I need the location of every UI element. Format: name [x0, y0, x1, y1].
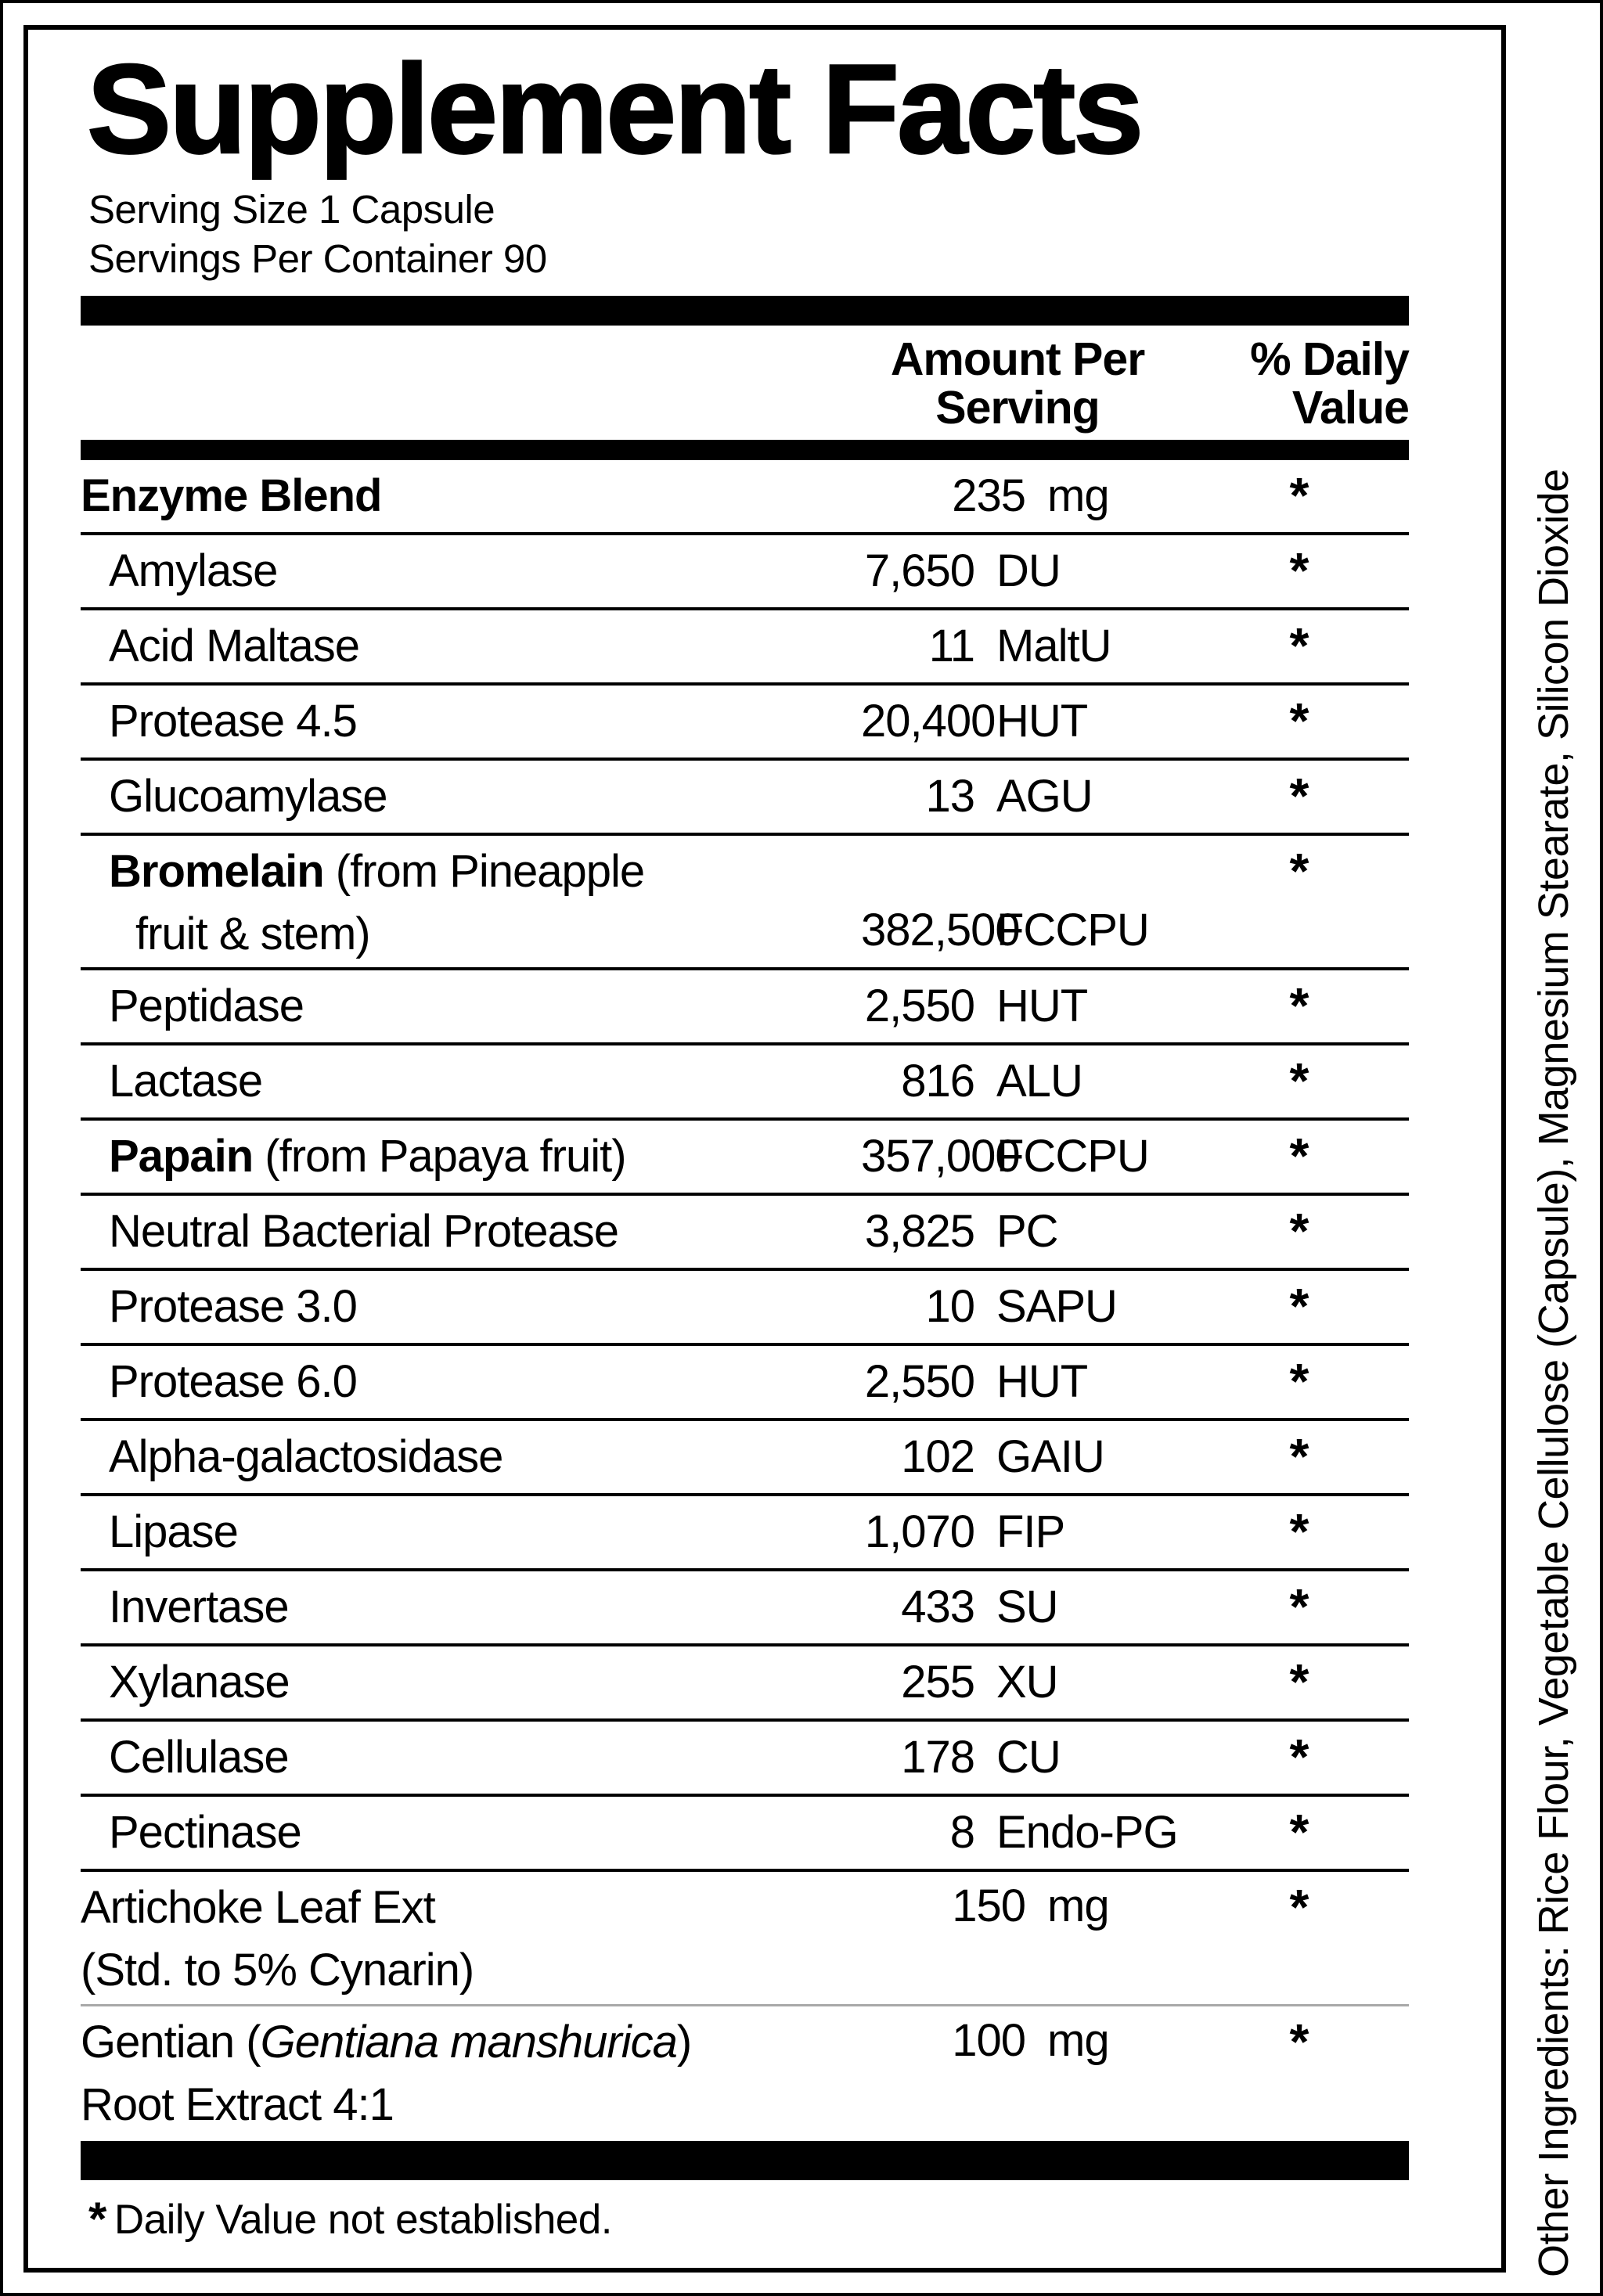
table-row — [81, 1797, 1409, 1872]
amount-per-serving-header: Amount Per Serving — [890, 333, 1145, 434]
amount-unit: mg — [1047, 1880, 1109, 1931]
amount-unit: DU — [996, 545, 1061, 597]
table-row — [81, 1722, 1409, 1797]
amount-value: 2,550 — [864, 1356, 974, 1408]
daily-value: * — [1289, 1427, 1309, 1484]
divider-bar-top — [81, 296, 1409, 326]
amount-unit: HUT — [996, 981, 1088, 1032]
daily-value: * — [1289, 1653, 1309, 1710]
amount-value: 10 — [925, 1281, 974, 1333]
panel-title: Supplement Facts — [87, 38, 1142, 180]
ingredient-name: Lipase — [109, 1506, 238, 1557]
amount-unit: mg — [1047, 2014, 1109, 2066]
ingredient-name: Cellulase — [109, 1731, 289, 1783]
ingredient-name-line2: (Std. to 5% Cynarin) — [81, 1944, 474, 1996]
supplement-facts-panel — [23, 25, 1506, 2273]
ingredient-name: Bromelain — [109, 845, 324, 897]
amount-unit: HUT — [996, 1356, 1088, 1408]
table-row — [81, 1571, 1409, 1646]
ingredient-name: Papain — [109, 1130, 254, 1182]
amount-value: 11 — [928, 621, 974, 672]
ingredient-name: Alpha-galactosidase — [109, 1431, 503, 1482]
daily-value: * — [1289, 1202, 1309, 1259]
table-row — [81, 836, 1409, 970]
amount-value: 20,400 — [861, 696, 996, 747]
daily-value: * — [1289, 842, 1309, 899]
amount-value: 150 — [952, 1880, 1025, 1931]
table-row — [81, 970, 1409, 1045]
ingredient-name-close: ) — [676, 2016, 692, 2067]
amount-unit: MaltU — [996, 621, 1111, 672]
ingredient-name: Gentian ( — [81, 2016, 261, 2067]
serving-info — [88, 185, 1409, 283]
daily-value: * — [1289, 2013, 1309, 2070]
daily-value: * — [1289, 617, 1309, 674]
table-row — [81, 1121, 1409, 1196]
daily-value: * — [1289, 692, 1309, 749]
ingredient-name: Peptidase — [109, 980, 304, 1031]
ingredient-name: Amylase — [109, 545, 278, 596]
amount-unit: CU — [996, 1732, 1061, 1783]
table-row — [81, 460, 1409, 535]
ingredient-name: Acid Maltase — [109, 620, 360, 671]
amount-unit: ALU — [996, 1056, 1082, 1107]
divider-bar-bottom — [81, 2141, 1409, 2180]
ingredient-name: Protease 3.0 — [109, 1280, 357, 1332]
ingredient-name-detail: (from Papaya fruit) — [253, 1130, 626, 1182]
daily-value: * — [1289, 1502, 1309, 1560]
percent-daily-value-header: % Daily Value — [1250, 333, 1409, 434]
column-headers — [81, 326, 1409, 440]
amount-value: 102 — [901, 1431, 974, 1483]
amount-unit: HUT — [996, 696, 1088, 747]
table-row — [81, 1346, 1409, 1421]
daily-value: * — [1289, 767, 1309, 824]
ingredient-name-detail: (from Pineapple — [323, 845, 645, 897]
amount-value: 13 — [925, 771, 974, 822]
daily-value: * — [1289, 542, 1309, 599]
amount-value: 255 — [901, 1657, 974, 1708]
amount-unit: Endo-PG — [996, 1807, 1178, 1859]
amount-value: 100 — [952, 2014, 1025, 2066]
servings-per-container: Servings Per Container 90 — [88, 236, 547, 281]
ingredient-botanical-name: Gentiana manshurica — [260, 2016, 677, 2067]
ingredient-table — [81, 460, 1409, 2141]
amount-value: 2,550 — [864, 981, 974, 1032]
daily-value: * — [1289, 1803, 1309, 1860]
amount-value: 433 — [901, 1582, 974, 1633]
asterisk-symbol: * — [88, 2192, 106, 2245]
ingredient-name: Invertase — [109, 1581, 289, 1632]
amount-value: 7,650 — [864, 545, 974, 597]
serving-size: Serving Size 1 Capsule — [88, 186, 495, 232]
footnote-text: Daily Value not established. — [113, 2196, 612, 2243]
table-row — [81, 1872, 1409, 2006]
table-row — [81, 1421, 1409, 1496]
daily-value: * — [1289, 1052, 1309, 1109]
ingredient-name-line2: Root Extract 4:1 — [81, 2078, 394, 2130]
amount-unit: AGU — [996, 771, 1093, 822]
daily-value: * — [1289, 466, 1309, 524]
daily-value: * — [1289, 1728, 1309, 1785]
divider-bar-header — [81, 440, 1409, 460]
table-row — [81, 1496, 1409, 1571]
ingredient-name-line2: fruit & stem) — [135, 908, 370, 959]
amount-value: 816 — [901, 1056, 974, 1107]
amount-value: 1,070 — [864, 1506, 974, 1558]
ingredient-name: Lactase — [109, 1055, 263, 1107]
amount-unit: FCCPU — [996, 904, 1149, 955]
table-row — [81, 761, 1409, 836]
amount-value: 8 — [949, 1807, 974, 1859]
table-row — [81, 610, 1409, 686]
amount-value: 382,500 — [861, 904, 1020, 955]
amount-unit: SAPU — [996, 1281, 1117, 1333]
amount-value: 178 — [901, 1732, 974, 1783]
ingredient-name: Glucoamylase — [109, 770, 387, 822]
daily-value: * — [1289, 1277, 1309, 1334]
other-ingredients-vertical-text: Other Ingredients: Rice Flour, Vegetable Cellulose (Capsule), Magnesium Stearate, Silicon Dioxide — [1530, 469, 1577, 2277]
amount-unit: XU — [996, 1657, 1058, 1708]
amount-unit: FCCPU — [996, 1131, 1149, 1182]
table-row — [81, 2006, 1409, 2141]
ingredient-name: Artichoke Leaf Ext — [81, 1881, 435, 1933]
ingredient-name: Neutral Bacterial Protease — [109, 1205, 618, 1257]
daily-value: * — [1289, 1578, 1309, 1635]
ingredient-name: Pectinase — [109, 1806, 301, 1858]
ingredient-name: Enzyme Blend — [81, 470, 382, 521]
amount-unit: SU — [996, 1582, 1058, 1633]
table-row — [81, 686, 1409, 761]
ingredient-name: Protease 4.5 — [109, 695, 357, 747]
amount-value: 3,825 — [864, 1206, 974, 1258]
daily-value: * — [1289, 1127, 1309, 1184]
amount-value: 357,000 — [861, 1131, 1020, 1182]
daily-value: * — [1289, 977, 1309, 1034]
table-row — [81, 1196, 1409, 1271]
amount-unit: mg — [1047, 470, 1109, 522]
daily-value: * — [1289, 1878, 1309, 1935]
amount-unit: FIP — [996, 1506, 1065, 1558]
table-row — [81, 535, 1409, 610]
table-row — [81, 1045, 1409, 1121]
table-row — [81, 1271, 1409, 1346]
ingredient-name: Xylanase — [109, 1656, 290, 1708]
amount-value: 235 — [952, 470, 1025, 522]
amount-unit: PC — [996, 1206, 1058, 1258]
footnote — [88, 2192, 1409, 2245]
table-row — [81, 1646, 1409, 1722]
ingredient-name: Protease 6.0 — [109, 1355, 357, 1407]
amount-unit: GAIU — [996, 1431, 1104, 1483]
daily-value: * — [1289, 1352, 1309, 1409]
